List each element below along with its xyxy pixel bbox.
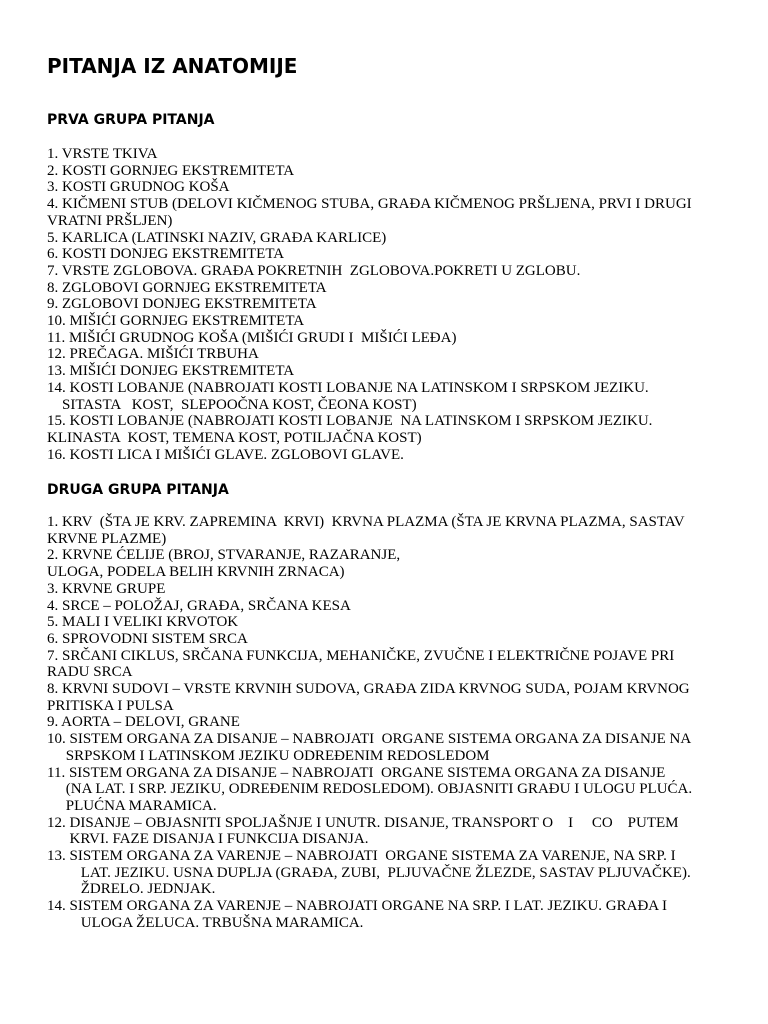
- question-line: SRPSKOM I LATINSKOM JEZIKU ODREĐENIM REDOSLEDOM: [47, 747, 490, 764]
- question-list-group-2: [47, 514, 747, 932]
- question-line: 4. SRCE – POLOŽAJ, GRAĐA, SRČANA KESA: [47, 597, 351, 614]
- section-heading-group-2: DRUGA GRUPA PITANJA: [47, 482, 229, 498]
- question-line: PRITISKA I PULSA: [47, 697, 174, 714]
- question-line: 15. KOSTI LOBANJE (NABROJATI KOSTI LOBANJE NA LATINSKOM I SRPSKOM JEZIKU.: [47, 413, 653, 430]
- question-line: 12. PREČAGA. MIŠIĆI TRBUHA: [47, 346, 259, 363]
- question-line: 7. SRČANI CIKLUS, SRČANA FUNKCIJA, MEHANIČKE, ZVUČNE I ELEKTRIČNE POJAVE PRI: [47, 647, 675, 664]
- question-line: 9. AORTA – DELOVI, GRANE: [47, 714, 240, 731]
- question-line: 13. SISTEM ORGANA ZA VARENJE – NABROJATI ORGANE SISTEMA ZA VARENJE, NA SRP. I: [47, 848, 676, 865]
- question-line: 10. MIŠIĆI GORNJEG EKSTREMITETA: [47, 313, 305, 330]
- question-line: 14. SISTEM ORGANA ZA VARENJE – NABROJATI ORGANE NA SRP. I LAT. JEZIKU. GRAĐA I: [47, 898, 668, 915]
- question-line: 1. VRSTE TKIVA: [47, 146, 158, 162]
- question-line: KRVNE PLAZME): [47, 530, 167, 547]
- question-line: 6. SPROVODNI SISTEM SRCA: [47, 630, 248, 647]
- question-line: 2. KRVNE ĆELIJE (BROJ, STVARANJE, RAZARANJE,: [47, 547, 401, 564]
- question-line: ŽDRELO. JEDNJAK.: [47, 881, 216, 898]
- document-title: PITANJA IZ ANATOMIJE: [47, 54, 298, 78]
- question-line: 5. KARLICA (LATINSKI NAZIV, GRAĐA KARLICE): [47, 229, 387, 246]
- question-line: 4. KIČMENI STUB (DELOVI KIČMENOG STUBA, GRAĐA KIČMENOG PRŠLJENA, PRVI I DRUGI: [47, 196, 692, 213]
- question-line: 6. KOSTI DONJEG EKSTREMITETA: [47, 246, 285, 263]
- question-line: 3. KRVNE GRUPE: [47, 580, 166, 597]
- question-line: 2. KOSTI GORNJEG EKSTREMITETA: [47, 162, 295, 179]
- question-line: 5. MALI I VELIKI KRVOTOK: [47, 614, 239, 631]
- question-line: LAT. JEZIKU. USNA DUPLJA (GRAĐA, ZUBI, PLJUVAČNE ŽLEZDE, SASTAV PLJUVAČKE).: [47, 864, 691, 881]
- question-line: PLUĆNA MARAMICA.: [47, 797, 217, 814]
- section-heading-group-1: PRVA GRUPA PITANJA: [47, 112, 215, 128]
- question-line: 10. SISTEM ORGANA ZA DISANJE – NABROJATI ORGANE SISTEMA ORGANA ZA DISANJE NA: [47, 731, 692, 748]
- question-line: 12. DISANJE – OBJASNITI SPOLJAŠNJE I UNUTR. DISANJE, TRANSPORT O I CO PUTEM: [47, 814, 679, 831]
- question-line: 7. VRSTE ZGLOBOVA. GRAĐA POKRETNIH ZGLOBOVA.POKRETI U ZGLOBU.: [47, 262, 581, 279]
- question-line: 13. MIŠIĆI DONJEG EKSTREMITETA: [47, 363, 295, 380]
- question-line: 11. SISTEM ORGANA ZA DISANJE – NABROJATI ORGANE SISTEMA ORGANA ZA DISANJE: [47, 764, 666, 781]
- question-line: 1. KRV (ŠTA JE KRV. ZAPREMINA KRVI) KRVNA PLAZMA (ŠTA JE KRVNA PLAZMA, SASTAV: [47, 514, 685, 530]
- question-line: 8. KRVNI SUDOVI – VRSTE KRVNIH SUDOVA, GRAĐA ZIDA KRVNOG SUDA, POJAM KRVNOG: [47, 681, 690, 698]
- question-line: 3. KOSTI GRUDNOG KOŠA: [47, 179, 230, 196]
- question-list-group-1: [47, 146, 747, 463]
- question-line: ULOGA, PODELA BELIH KRVNIH ZRNACA): [47, 564, 345, 581]
- question-line: ULOGA ŽELUCA. TRBUŠNA MARAMICA.: [47, 914, 364, 931]
- question-line: 11. MIŠIĆI GRUDNOG KOŠA (MIŠIĆI GRUDI I MIŠIĆI LEĐA): [47, 329, 457, 346]
- question-line: 14. KOSTI LOBANJE (NABROJATI KOSTI LOBANJE NA LATINSKOM I SRPSKOM JEZIKU.: [47, 379, 649, 396]
- question-line: SITASTA KOST, SLEPOOČNA KOST, ČEONA KOST): [47, 396, 417, 413]
- question-line: KRVI. FAZE DISANJA I FUNKCIJA DISANJA.: [47, 831, 369, 848]
- question-line: VRATNI PRŠLJEN): [47, 212, 173, 229]
- question-line: 8. ZGLOBOVI GORNJEG EKSTREMITETA: [47, 279, 327, 296]
- question-line: KLINASTA KOST, TEMENA KOST, POTILJAČNA KOST): [47, 429, 422, 446]
- question-line: (NA LAT. I SRP. JEZIKU, ODREĐENIM REDOSLEDOM). OBJASNITI GRAĐU I ULOGU PLUĆA.: [47, 781, 693, 798]
- question-line: RADU SRCA: [47, 664, 133, 681]
- question-line: 9. ZGLOBOVI DONJEG EKSTREMITETA: [47, 296, 317, 313]
- question-line: 16. KOSTI LICA I MIŠIĆI GLAVE. ZGLOBOVI GLAVE.: [47, 446, 404, 463]
